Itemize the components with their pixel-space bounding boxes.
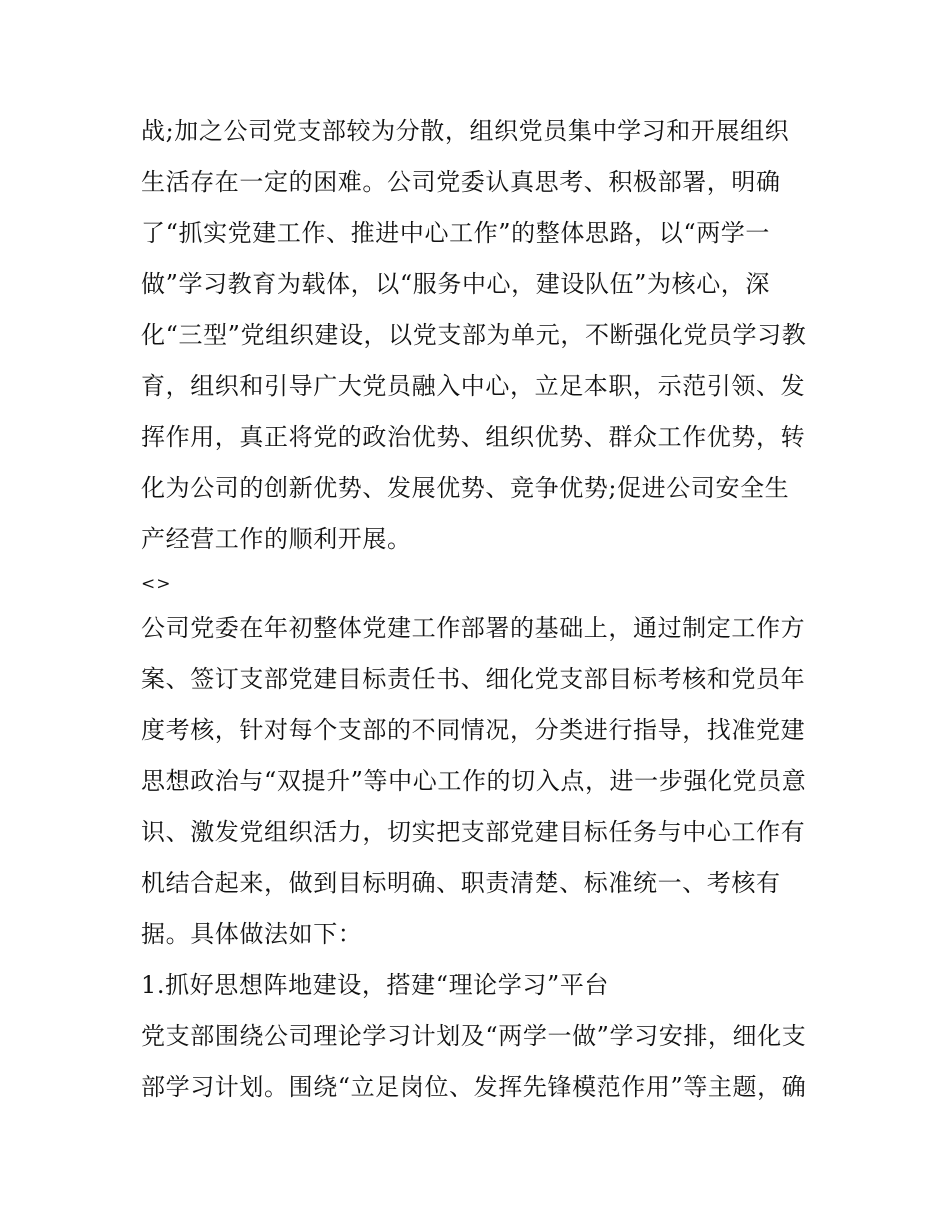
text-line: 思想政治与“双提升”等中心工作的切入点，进一步强化党员意 [141, 767, 807, 795]
text-line: 公司党委在年初整体党建工作部署的基础上，通过制定工作方 [141, 614, 806, 642]
text-line: 机结合起来，做到目标明确、职责清楚、标准统一、考核有 [141, 869, 781, 897]
text-line: 据。具体做法如下： [141, 920, 363, 948]
text-line: 生活存在一定的困难。公司党委认真思考、积极部署，明确 [141, 168, 781, 196]
text-line: 战;加之公司党支部较为分散，组织党员集中学习和开展组织 [141, 117, 790, 145]
text-line: 化“三型”党组织建设，以党支部为单元，不断强化党员学习教 [141, 321, 807, 349]
section-marker: <> [141, 574, 172, 594]
text-line: 案、签订支部党建目标责任书、细化党支部目标考核和党员年 [141, 665, 806, 693]
text-line: 度考核，针对每个支部的不同情况，分类进行指导，找准党建 [141, 716, 806, 744]
text-line: 产经营工作的顺利开展。 [141, 525, 412, 553]
text-line: 识、激发党组织活力，切实把支部党建目标任务与中心工作有 [141, 818, 806, 846]
section-heading: 1.抓好思想阵地建设，搭建“理论学习”平台 [141, 971, 610, 999]
text-line: 党支部围绕公司理论学习计划及“两学一做”学习安排，细化支 [141, 1022, 807, 1050]
text-line: 部学习计划。围绕“立足岗位、发挥先锋模范作用”等主题，确 [141, 1073, 807, 1101]
text-line: 育，组织和引导广大党员融入中心，立足本职，示范引领、发 [141, 372, 806, 400]
text-line: 了“抓实党建工作、推进中心工作”的整体思路，以“两学一 [141, 219, 771, 247]
text-line: 化为公司的创新优势、发展优势、竞争优势;促进公司安全生 [141, 474, 790, 502]
text-line: 挥作用，真正将党的政治优势、组织优势、群众工作优势，转 [141, 423, 806, 451]
body-text [141, 106, 813, 1113]
text-line: 做”学习教育为载体，以“服务中心，建设队伍”为核心，深 [141, 270, 771, 298]
